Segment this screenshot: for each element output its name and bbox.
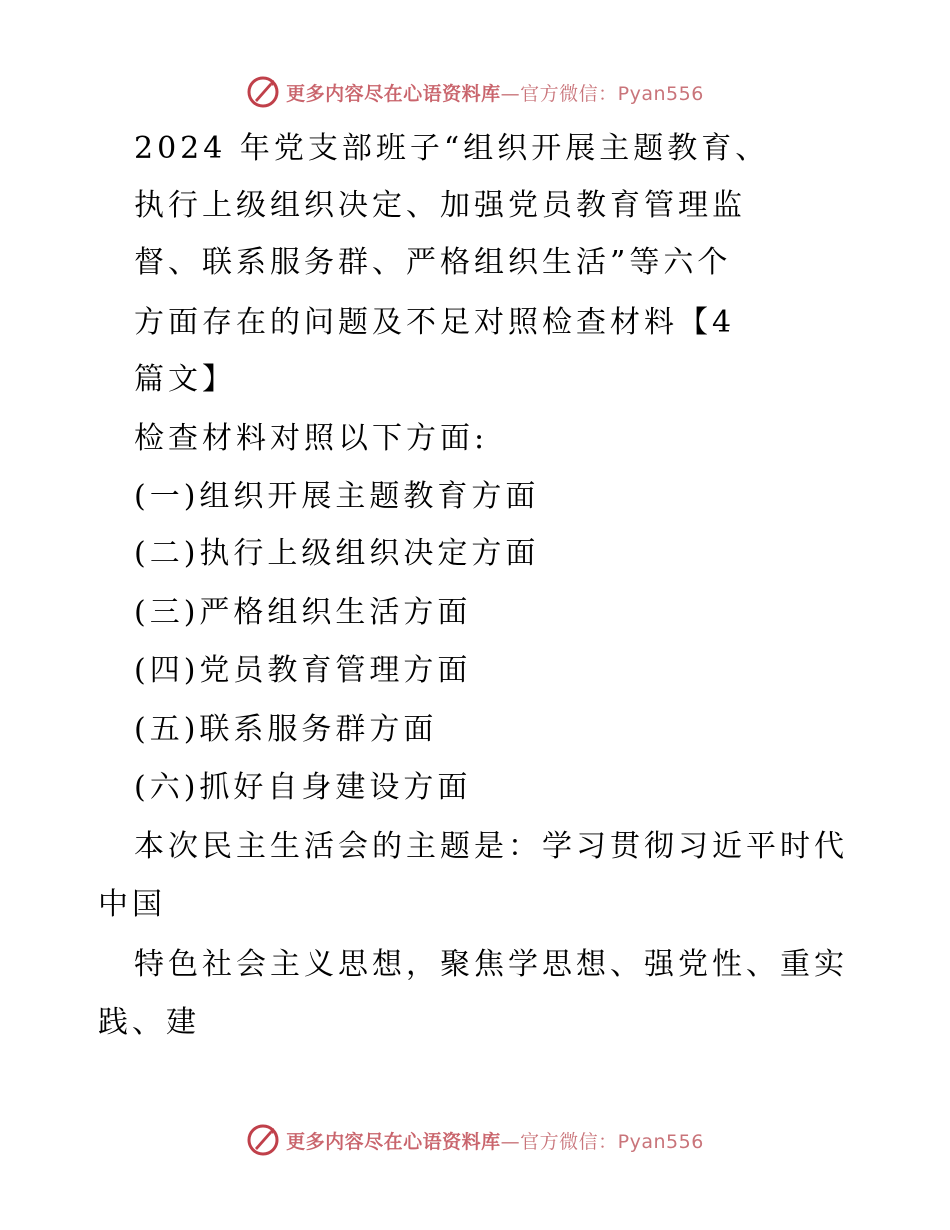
title-line-5: 篇文】 [134, 362, 236, 397]
list-item: (五)联系服务群方面 [134, 712, 438, 747]
watermark-brand: 更多内容尽在心语资料库 [286, 82, 501, 105]
list-item: (四)党员教育管理方面 [134, 653, 472, 688]
title-line-3: 督、联系服务群、严格组织生活”等六个 [134, 245, 732, 280]
title-line-2: 执行上级组织决定、加强党员教育管理监 [134, 188, 746, 223]
paragraph-line-4: 践、建 [98, 1005, 200, 1040]
header-watermark [0, 72, 950, 112]
list-item: (二)执行上级组织决定方面 [134, 536, 540, 571]
list-item: (三)严格组织生活方面 [134, 595, 472, 630]
list-item: (六)抓好自身建设方面 [134, 770, 472, 805]
watermark-wechat: —官方微信：Pyan556 [500, 82, 704, 105]
watermark-wechat: —官方微信：Pyan556 [500, 1130, 704, 1153]
paragraph-line-3: 特色社会主义思想，聚焦学思想、强党性、重实 [134, 947, 848, 982]
watermark-text [286, 1127, 704, 1154]
watermark-text [286, 79, 704, 106]
paragraph-line-1: 本次民主生活会的主题是：学习贯彻习近平时代 [134, 829, 848, 864]
quill-logo-icon [246, 75, 280, 109]
footer-watermark [0, 1120, 950, 1160]
quill-logo-icon [246, 1123, 280, 1157]
paragraph-line-2: 中国 [98, 887, 166, 922]
intro-text: 检查材料对照以下方面: [134, 421, 489, 456]
list-item: (一)组织开展主题教育方面 [134, 479, 540, 514]
title-line-4: 方面存在的问题及不足对照检查材料【4 [134, 305, 736, 340]
watermark-brand: 更多内容尽在心语资料库 [286, 1130, 501, 1153]
title-line-1: 2024 年党支部班子“组织开展主题教育、 [134, 131, 770, 166]
